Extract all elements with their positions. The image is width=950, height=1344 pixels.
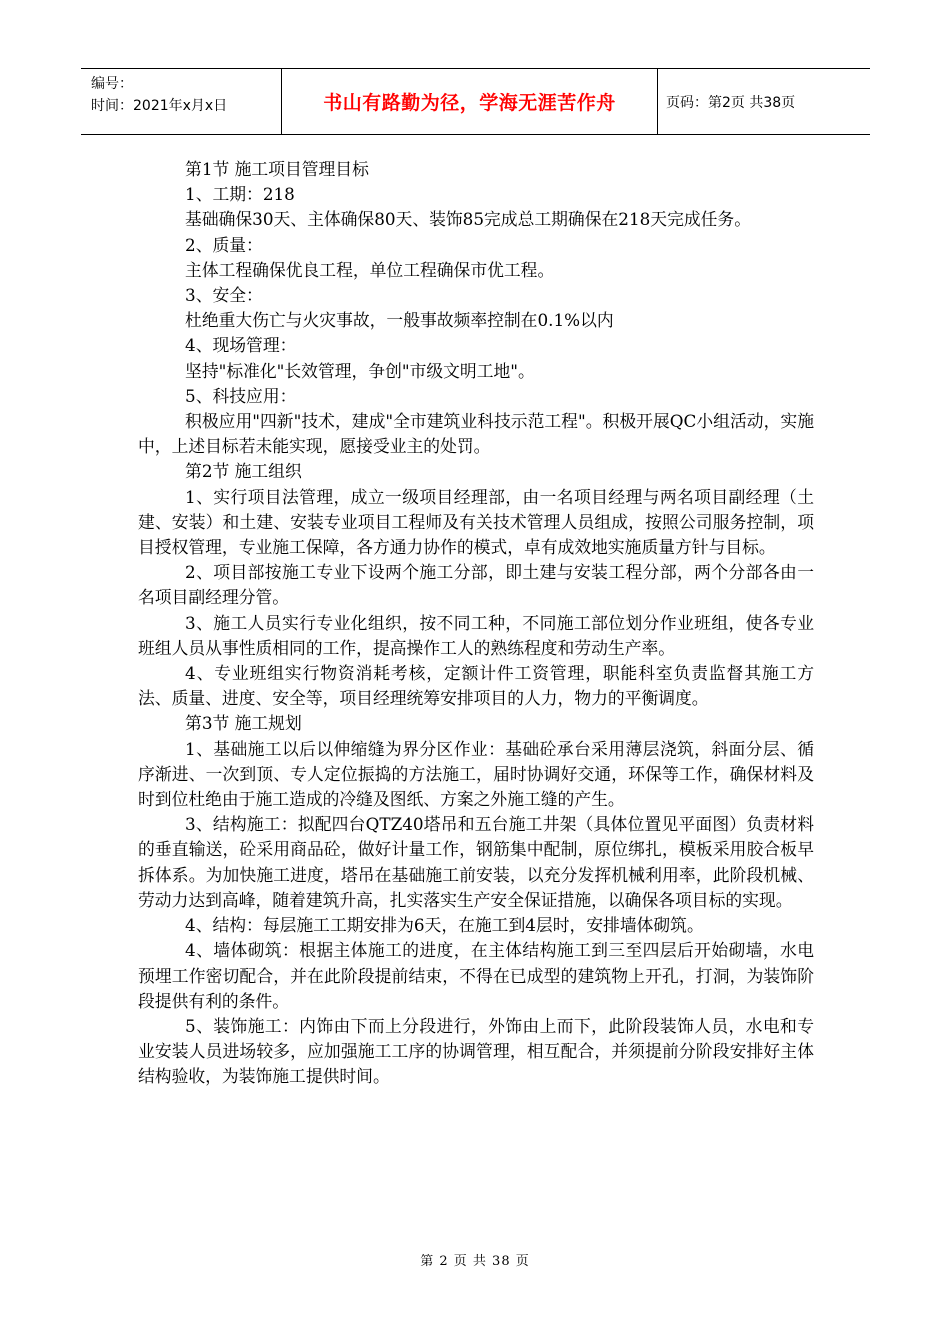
header-page-info: 页码：第2页 共38页 bbox=[666, 94, 796, 111]
paragraph: 坚持"标准化"长效管理，争创"市级文明工地"。 bbox=[185, 360, 535, 381]
paragraph: 3、结构施工：拟配四台QTZ40塔吊和五台施工井架（具体位置见平面图）负责材料的垂直输送，砼采用商品砼，做好计量工作，钢筋集中配制，原位绑扎，模板采用胶合板早拆体系。为加快施工进度，塔吊在基础施工前安装，以充分发挥机械利用率，此阶段机械、劳动力达到高峰，随着建筑升高，扎实落实生产安全保证措施，以确保各项目标的实现。 bbox=[138, 814, 814, 910]
date-label: 时间：2021年x月x日 bbox=[91, 98, 228, 114]
paragraph: 主体工程确保优良工程，单位工程确保市优工程。 bbox=[185, 259, 555, 280]
section-heading: 第2节 施工组织 bbox=[185, 461, 302, 482]
page-header bbox=[81, 68, 870, 135]
serial-number-label: 编号： bbox=[91, 76, 133, 92]
header-motto-cell bbox=[282, 69, 658, 134]
header-meta-cell bbox=[81, 69, 282, 134]
section-heading: 第3节 施工规划 bbox=[185, 713, 302, 734]
paragraph: 5、装饰施工：内饰由下而上分段进行，外饰由上而下，此阶段装饰人员，水电和专业安装人员进场较多，应加强施工工序的协调管理，相互配合，并须提前分阶段安排好主体结构验收，为装饰施工提供时间。 bbox=[138, 1015, 814, 1087]
paragraph: 1、基础施工以后以伸缩缝为界分区作业：基础砼承台采用薄层浇筑，斜面分层、循序渐进、一次到顶、专人定位振捣的方法施工，届时协调好交通，环保等工作，确保材料及时到位杜绝由于施工造成的冷缝及图纸、方案之外施工缝的产生。 bbox=[138, 738, 814, 810]
paragraph: 4、专业班组实行物资消耗考核，定额计件工资管理，职能科室负责监督其施工方法、质量、进度、安全等，项目经理统筹安排项目的人力，物力的平衡调度。 bbox=[138, 663, 814, 709]
paragraph: 基础确保30天、主体确保80天、装饰85完成总工期确保在218天完成任务。 bbox=[185, 209, 751, 230]
paragraph: 1、实行项目法管理，成立一级项目经理部，由一名项目经理与两名项目副经理（土建、安装）和土建、安装专业项目工程师及有关技术管理人员组成，按照公司服务控制，项目授权管理，专业施工保障，各方通力协作的模式，卓有成效地实施质量方针与目标。 bbox=[138, 486, 814, 558]
paragraph: 1、工期：218 bbox=[185, 184, 295, 205]
document-body bbox=[138, 157, 814, 1090]
header-motto: 书山有路勤为径，学海无涯苦作舟 bbox=[323, 92, 616, 114]
paragraph: 3、施工人员实行专业化组织，按不同工种，不同施工部位划分作业班组，使各专业班组人员从事性质相同的工作，提高操作工人的熟练程度和劳动生产率。 bbox=[138, 612, 814, 658]
paragraph: 4、结构：每层施工工期安排为6天，在施工到4层时，安排墙体砌筑。 bbox=[185, 915, 704, 936]
paragraph: 3、安全： bbox=[185, 285, 263, 306]
page-footer: 第 2 页 共 38 页 bbox=[420, 1254, 530, 1269]
paragraph: 4、现场管理： bbox=[185, 335, 297, 356]
paragraph: 杜绝重大伤亡与火灾事故，一般事故频率控制在0.1%以内 bbox=[185, 310, 614, 331]
paragraph: 5、科技应用： bbox=[185, 385, 297, 406]
header-page-cell bbox=[658, 69, 870, 134]
paragraph: 4、墙体砌筑：根据主体施工的进度，在主体结构施工到三至四层后开始砌墙，水电预埋工作密切配合，并在此阶段提前结束，不得在已成型的建筑物上开孔，打洞，为装饰阶段提供有利的条件。 bbox=[138, 940, 814, 1011]
section-heading: 第1节 施工项目管理目标 bbox=[185, 159, 369, 179]
paragraph: 2、项目部按施工专业下设两个施工分部，即土建与安装工程分部，两个分部各由一名项目副经理分管。 bbox=[138, 562, 814, 608]
paragraph: 2、质量： bbox=[185, 234, 263, 255]
paragraph: 积极应用"四新"技术，建成"全市建筑业科技示范工程"。积极开展QC小组活动，实施中，上述目标若未能实现，愿接受业主的处罚。 bbox=[138, 411, 814, 457]
